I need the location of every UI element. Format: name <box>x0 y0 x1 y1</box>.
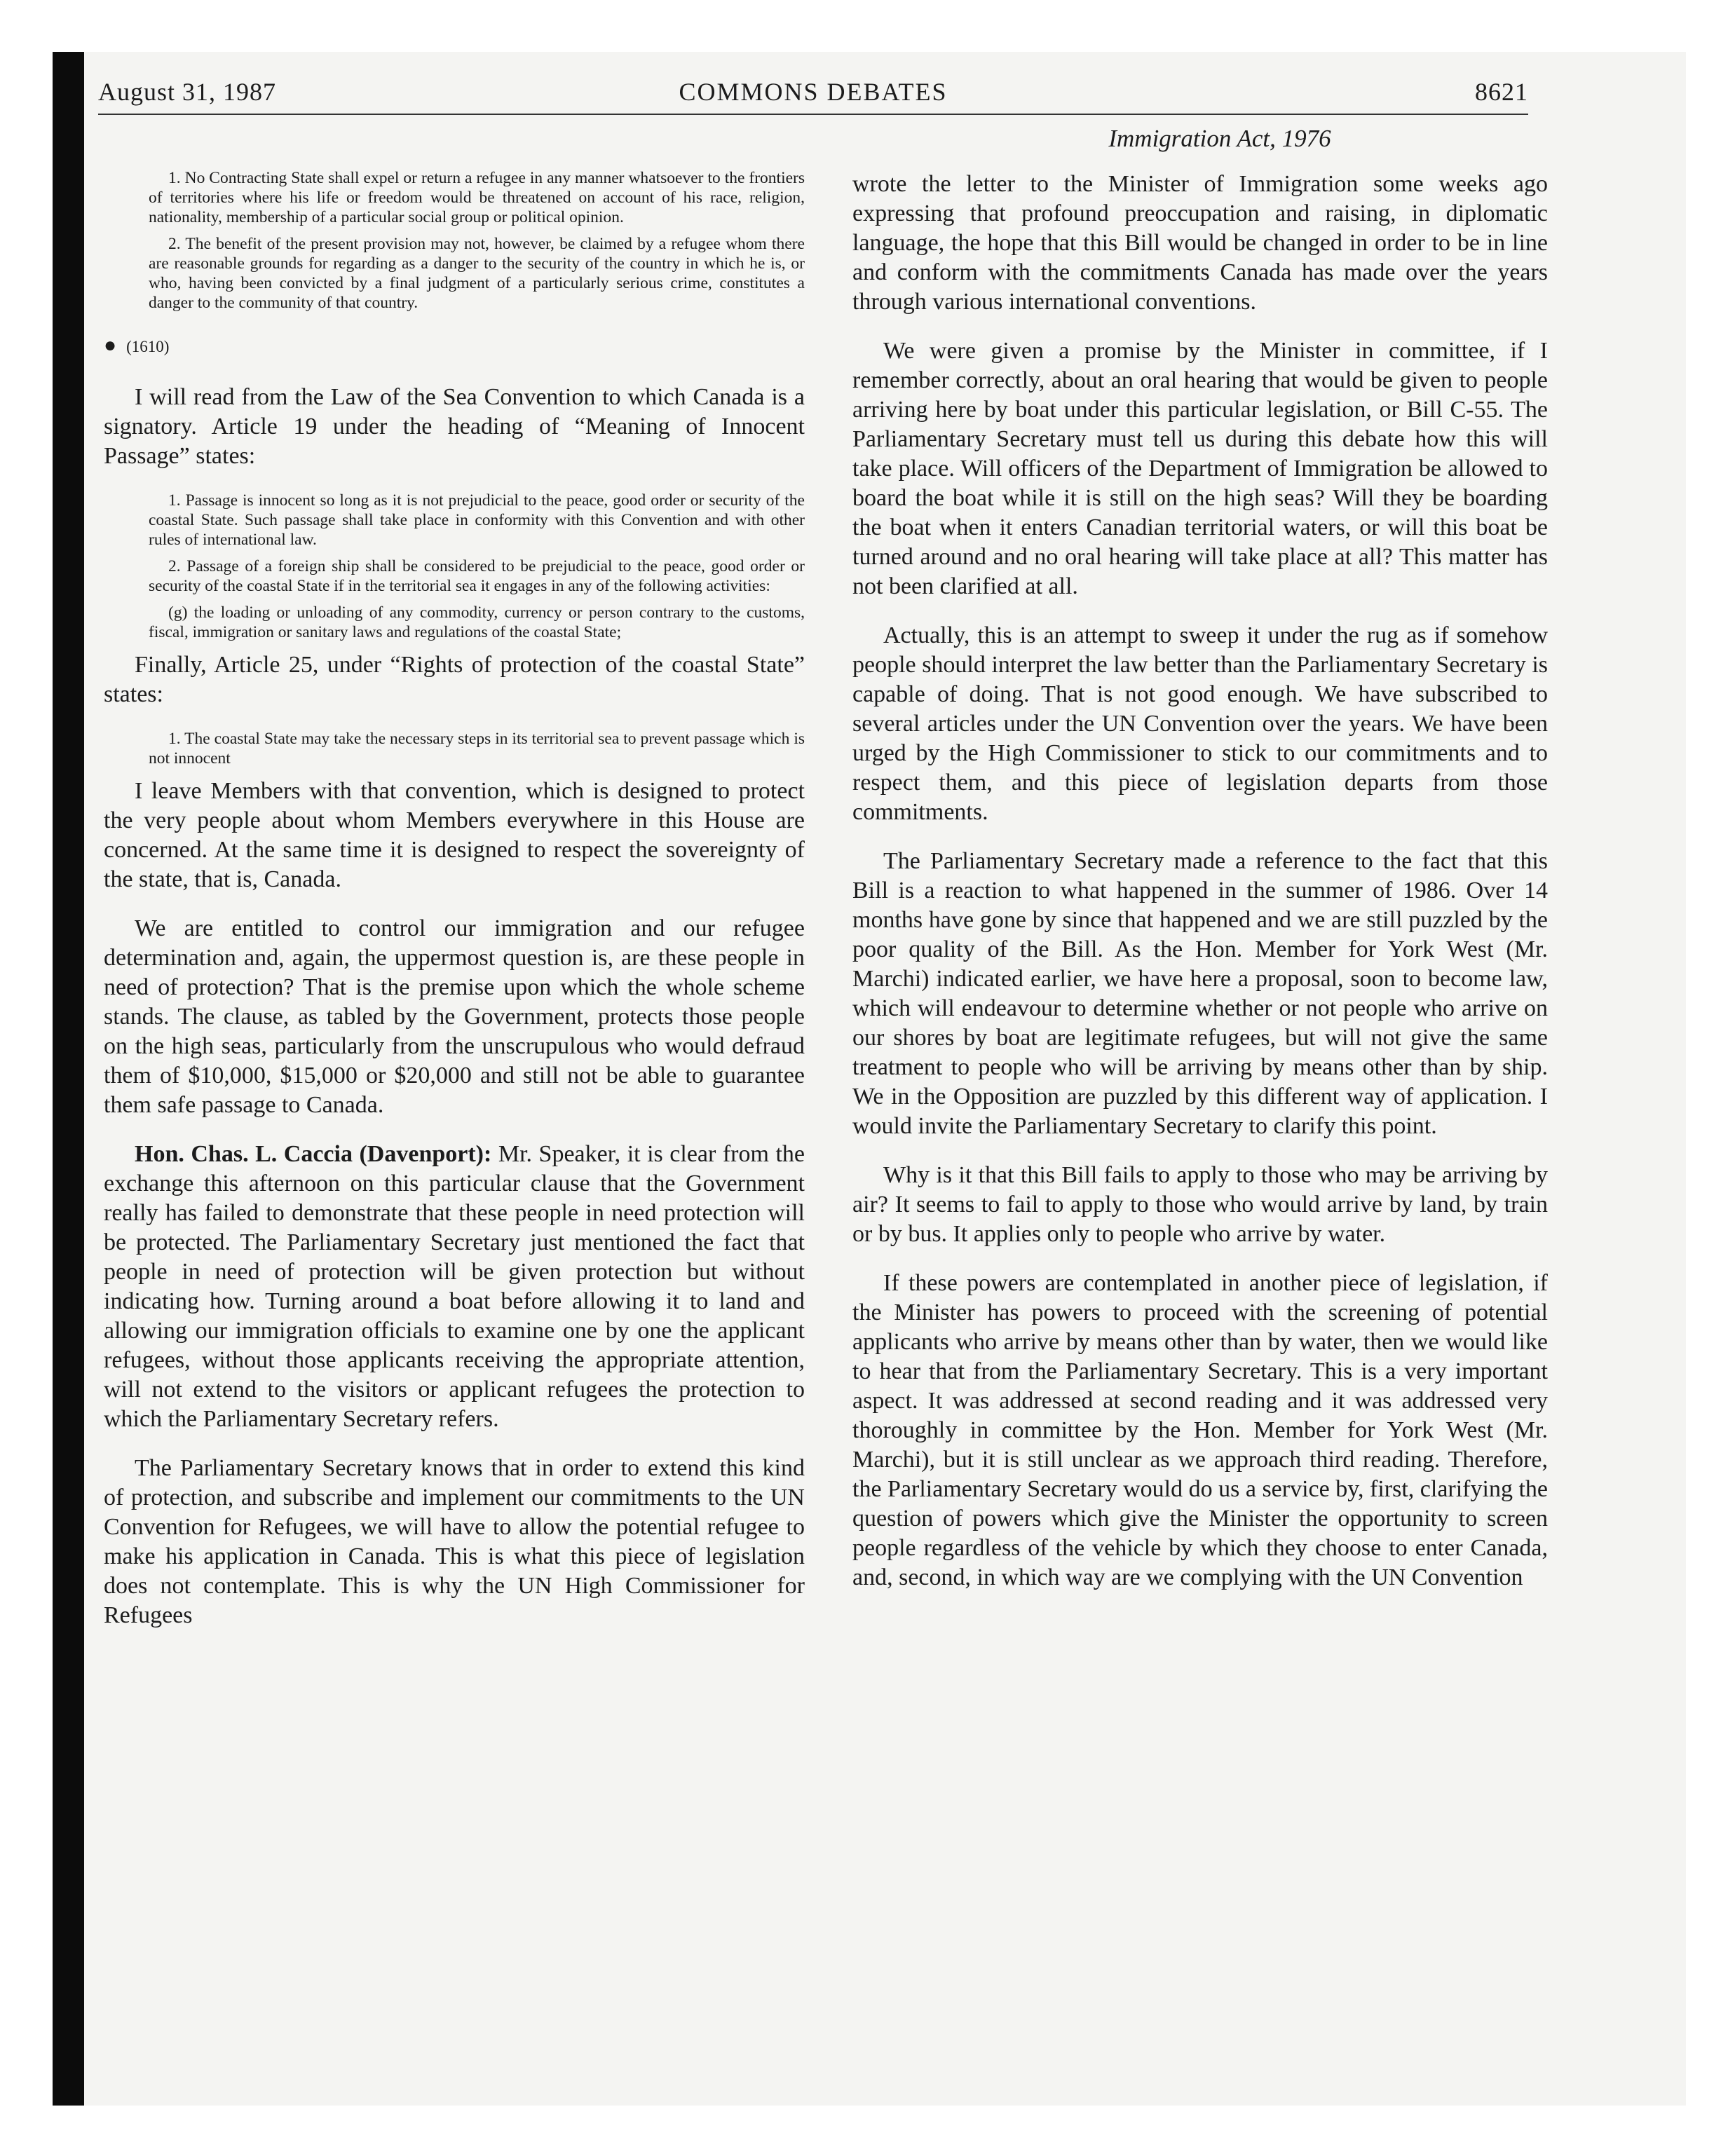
paragraph: Why is it that this Bill fails to apply to those who may be arriving by air? It seems to fail to apply to those who would arrive by land, by train or by bus. It applies only to people who arrive by water. <box>852 1162 1548 1247</box>
paragraph: wrote the letter to the Minister of Immigration some weeks ago expressing that profound preoccupation and raising, in diplomatic language, the hope that this Bill would be changed in order to be in line and conform with the commitments Canada has made over the years through various international conventions. <box>852 171 1548 315</box>
right-column <box>852 170 1548 1612</box>
quote-item: 2. The benefit of the present provision may not, however, be claimed by a refugee whom there are reasonable grounds for regarding as a danger to the security of the country in which he is, or who, having been convicted by a final judgment of a particularly serious crime, constitutes a danger to the community of that country. <box>149 235 805 312</box>
paragraph: Finally, Article 25, under “Rights of protection of the coastal State” states: <box>104 652 805 707</box>
quote-item: 1. The coastal State may take the necessary steps in its territorial sea to prevent passage which is not innocent <box>149 730 805 767</box>
speech-paragraph <box>104 1140 805 1434</box>
binding-edge <box>53 52 84 2106</box>
left-column <box>104 168 805 1650</box>
law-of-sea-quote <box>149 491 805 642</box>
header-title: COMMONS DEBATES <box>679 78 948 106</box>
paragraph: Actually, this is an attempt to sweep it under the rug as if somehow people should interpret the law better than the Parliamentary Secretary is capable of doing. That is not good enough. We have subscribed to several articles under the UN Convention over the years. We have been urged by the High Commissioner to stick to our commitments and to respect them, and this piece of legislation departs from those commitments. <box>852 622 1548 825</box>
speech-text: Mr. Speaker, it is clear from the exchange this afternoon on this particular clause that the Government really has failed to demonstrate that these people in need protection will be protected. The Parliamentary Secretary just mentioned the fact that people in need of protection will be given protection but without indicating how. Turning around a boat before allowing it to land and allowing our immigration officials to examine one by one the applicant refugees, without those applicants receiving the appropriate attention, will not extend to the visitors or applicant refugees the protection to which the Parliamentary Secretary refers. <box>104 1141 805 1432</box>
paragraph: If these powers are contemplated in another piece of legislation, if the Minister has powers to proceed with the screening of potential applicants who arrive by means other than by water, then we would like to hear that from the Parliamentary Secretary. This is a very important aspect. It was addressed at second reading and it was addressed very thoroughly in committee by the Hon. Member for York West (Mr. Marchi), but it is still unclear as we approach third reading. Therefore, the Parliamentary Secretary would do us a service by, first, clarifying the question of powers which give the Minister the opportunity to screen people regardless of the vehicle by which they choose to enter Canada, and, second, in which way are we complying with the UN Convention <box>852 1270 1548 1590</box>
timestamp <box>104 331 805 362</box>
quote-item: 2. Passage of a foreign ship shall be considered to be prejudicial to the peace, good order or security of the coastal State if in the territorial sea it engages in any of the following activities: <box>149 557 805 595</box>
refugee-convention-quote <box>149 168 805 313</box>
quote-item: 1. Passage is innocent so long as it is not prejudicial to the peace, good order or security of the coastal State. Such passage shall take place in conformity with this Convention and with other rules of international law. <box>149 491 805 549</box>
paragraph: We are entitled to control our immigration and our refugee determination and, again, the uppermost question is, are these people in need of protection? That is the premise upon which the whole scheme stands. The clause, as tabled by the Government, protects those people on the high seas, particularly from the unscrupulous who would defraud them of $10,000, $15,000 or $20,000 and still not be able to guarantee them safe passage to Canada. <box>104 915 805 1118</box>
header-date: August 31, 1987 <box>98 78 277 106</box>
paragraph: We were given a promise by the Minister in committee, if I remember correctly, about an oral hearing that would be given to people arriving here by boat under this particular legislation, or Bill C-55. The Parliamentary Secretary must tell us during this debate how this will take place. Will officers of the Department of Immigration be allowed to board the boat while it is still on the high seas? Will they be boarding the boat when it enters Canadian territorial waters, or will this boat be turned around and no oral hearing will take place at all? This matter has not been clarified at all. <box>852 338 1548 599</box>
page-number: 8621 <box>1475 78 1528 106</box>
page-header <box>98 77 1528 119</box>
quote-item: 1. No Contracting State shall expel or return a refugee in any manner whatsoever to the frontiers of territories where his life or freedom would be threatened on account of his race, religion, nationality, membership of a particular social group or political opinion. <box>149 169 805 226</box>
header-rule <box>98 114 1528 115</box>
paragraph: The Parliamentary Secretary knows that in order to extend this kind of protection, and subscribe and implement our commitments to the UN Convention for Refugees, we will have to allow the potential refugee to make his application in Canada. This is what this piece of legislation does not contemplate. This is why the UN High Commissioner for Refugees <box>104 1455 805 1628</box>
paragraph: I leave Members with that convention, which is designed to protect the very people about whom Members everywhere in this House are concerned. At the same time it is designed to respect the sovereignty of the state, that is, Canada. <box>104 778 805 892</box>
timestamp-text: (1610) <box>126 338 170 355</box>
paragraph: The Parliamentary Secretary made a reference to the fact that this Bill is a reaction to what happened in the summer of 1986. Over 14 months have gone by since that happened and we are still puzzled by the poor quality of the Bill. As the Hon. Member for York West (Mr. Marchi) indicated earlier, we have here a proposal, soon to become law, which will endeavour to determine whether or not people who arrive on our shores by boat are legitimate refugees, but will not give the same treatment to people who will be arriving by means other than by ship. We in the Opposition are puzzled by this different way of application. I would invite the Parliamentary Secretary to clarify this point. <box>852 848 1548 1139</box>
running-head: Immigration Act, 1976 <box>1108 125 1331 152</box>
article-25-quote <box>149 729 805 768</box>
paragraph: I will read from the Law of the Sea Convention to which Canada is a signatory. Article 19 under the heading of “Meaning of Innocent Passage” states: <box>104 384 805 469</box>
bullet-icon: ● <box>104 334 117 357</box>
speaker-name: Hon. Chas. L. Caccia (Davenport): <box>135 1141 492 1167</box>
quote-item: (g) the loading or unloading of any commodity, currency or person contrary to the customs, fiscal, immigration or sanitary laws and regulations of the coastal State; <box>149 603 805 641</box>
